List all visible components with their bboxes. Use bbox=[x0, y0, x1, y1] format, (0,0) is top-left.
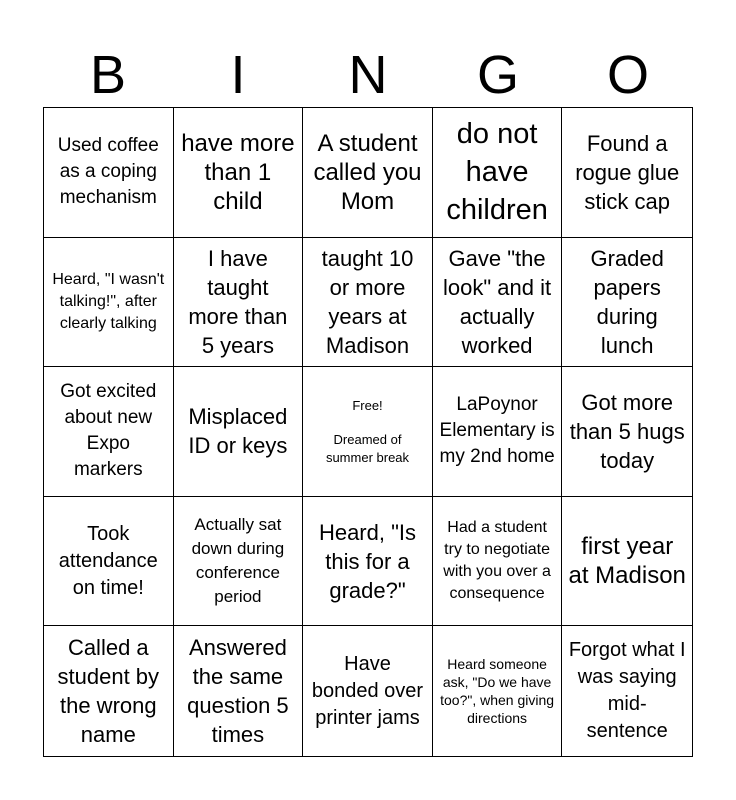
bingo-cell-r5c4[interactable] bbox=[433, 626, 563, 756]
bingo-cell-r4c2[interactable] bbox=[174, 497, 304, 627]
bingo-cell-r5c5[interactable] bbox=[562, 626, 692, 756]
cell-text: Called a student by the wrong name bbox=[57, 635, 160, 748]
cell-text: do not have children bbox=[446, 118, 548, 227]
cell-text: Gave "the look" and it actually worked bbox=[443, 245, 552, 358]
bingo-cell-r3c2[interactable] bbox=[174, 367, 304, 497]
cell-text: taught 10 or more years at Madison bbox=[321, 245, 414, 358]
cell-text: Forgot what I was saying mid-sentence bbox=[568, 639, 686, 743]
cell-text: LaPoynor Elementary is my 2nd home bbox=[439, 394, 555, 468]
bingo-card bbox=[43, 107, 693, 757]
bingo-cell-r1c1[interactable] bbox=[44, 108, 174, 238]
cell-text: first year at Madison bbox=[568, 533, 686, 590]
header-letter-o: O bbox=[606, 45, 649, 105]
cell-text: Took attendance on time! bbox=[58, 522, 158, 599]
bingo-header bbox=[43, 42, 693, 108]
bingo-cell-r5c2[interactable] bbox=[174, 626, 304, 756]
header-letter-i: I bbox=[230, 45, 246, 105]
bingo-cell-r2c4[interactable] bbox=[433, 238, 563, 368]
header-letter-b: B bbox=[89, 45, 127, 105]
cell-text: I have taught more than 5 years bbox=[188, 245, 288, 358]
bingo-cell-r3c4[interactable] bbox=[433, 367, 563, 497]
header-letter-n: N bbox=[348, 45, 388, 105]
bingo-cell-r5c3[interactable] bbox=[303, 626, 433, 756]
cell-text: Had a student try to negotiate with you over a consequence bbox=[443, 519, 551, 603]
bingo-cell-r3c1[interactable] bbox=[44, 367, 174, 497]
cell-text: Heard someone ask, "Do we have too?", when giving directions bbox=[440, 656, 555, 727]
cell-text: Used coffee as a coping mechanism bbox=[57, 135, 159, 209]
bingo-cell-r4c4[interactable] bbox=[433, 497, 563, 627]
cell-text: A student called you Mom bbox=[313, 129, 422, 215]
bingo-cell-r4c3[interactable] bbox=[303, 497, 433, 627]
cell-text: Got more than 5 hugs today bbox=[569, 389, 685, 473]
cell-text: Graded papers during lunch bbox=[590, 245, 664, 358]
bingo-cell-r1c2[interactable] bbox=[174, 108, 304, 238]
bingo-cell-free[interactable] bbox=[303, 367, 433, 497]
cell-text: Have bonded over printer jams bbox=[311, 652, 424, 729]
bingo-cell-r2c1[interactable] bbox=[44, 238, 174, 368]
cell-text: Heard, "Is this for a grade?" bbox=[318, 519, 417, 603]
bingo-cell-r3c5[interactable] bbox=[562, 367, 692, 497]
cell-text: Heard, "I wasn't talking!", after clearly talking bbox=[52, 270, 165, 332]
bingo-cell-r2c5[interactable] bbox=[562, 238, 692, 368]
cell-text: Actually sat down during conference period bbox=[191, 515, 285, 607]
bingo-cell-r1c4[interactable] bbox=[433, 108, 563, 238]
cell-text: Got excited about new Expo markers bbox=[60, 381, 157, 481]
free-space-text: Dreamed of summer break bbox=[325, 431, 410, 465]
header-letter-g: G bbox=[476, 45, 519, 105]
bingo-cell-r4c1[interactable] bbox=[44, 497, 174, 627]
bingo-cell-r2c3[interactable] bbox=[303, 238, 433, 368]
bingo-cell-r1c5[interactable] bbox=[562, 108, 692, 238]
cell-text: Found a rogue glue stick cap bbox=[575, 130, 680, 214]
bingo-cell-r5c1[interactable] bbox=[44, 626, 174, 756]
cell-text: have more than 1 child bbox=[181, 129, 295, 215]
bingo-cell-r1c3[interactable] bbox=[303, 108, 433, 238]
bingo-cell-r4c5[interactable] bbox=[562, 497, 692, 627]
free-space-label: Free! bbox=[352, 397, 383, 413]
bingo-cell-r2c2[interactable] bbox=[174, 238, 304, 368]
cell-text: Answered the same question 5 times bbox=[187, 635, 289, 748]
free-space bbox=[309, 396, 426, 467]
cell-text: Misplaced ID or keys bbox=[188, 404, 288, 459]
